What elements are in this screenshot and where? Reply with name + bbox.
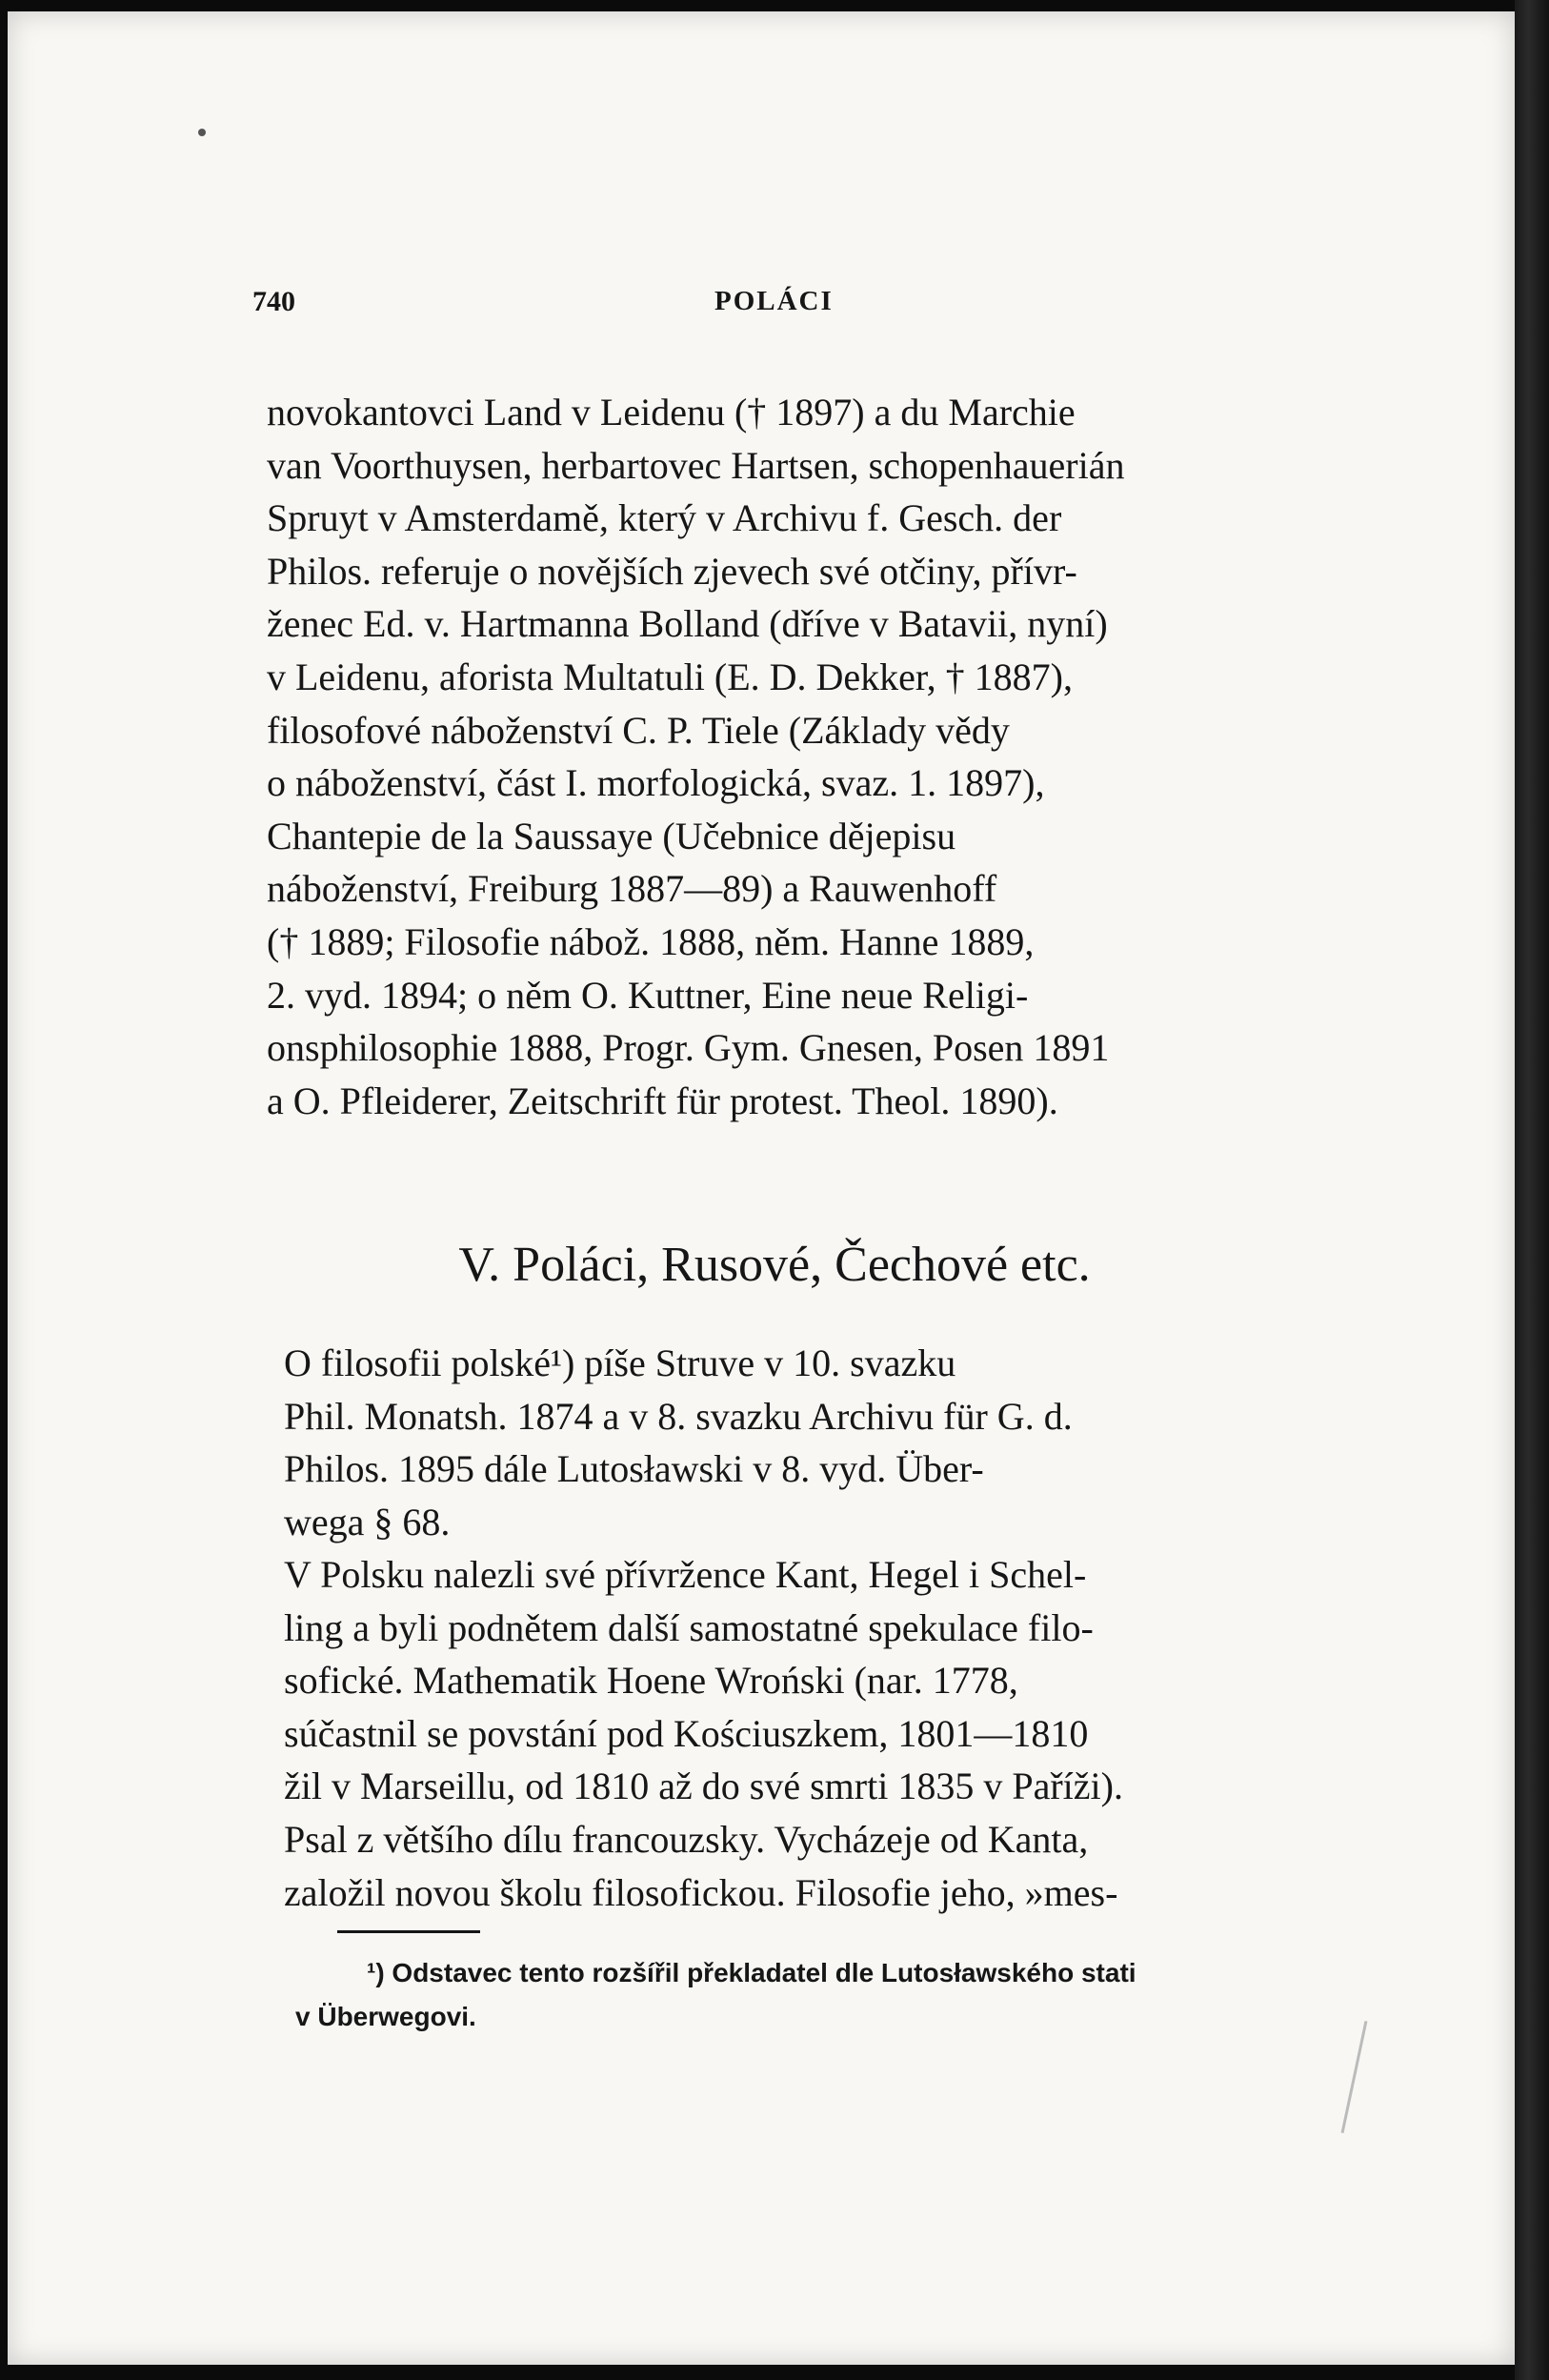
- book-edge: [1515, 0, 1549, 2380]
- paragraph-3: [284, 1548, 1318, 1919]
- text-line: van Voorthuysen, herbartovec Hartsen, schopenhauerián: [267, 443, 1125, 487]
- text-line: a O. Pfleiderer, Zeitschrift für protest. Theol. 1890).: [267, 1079, 1058, 1122]
- text-line: O filosofii polské¹) píše Struve v 10. svazku: [284, 1341, 956, 1384]
- text-line: Chantepie de la Saussaye (Učebnice dějepisu: [267, 814, 956, 857]
- text-line: Philos. 1895 dále Lutosławski v 8. vyd. Über-: [284, 1447, 984, 1491]
- footnote-line: v Überwegovi.: [295, 2002, 476, 2031]
- text-line: onsphilosophie 1888, Progr. Gym. Gnesen, Posen 1891: [267, 1026, 1110, 1070]
- text-line: ženec Ed. v. Hartmanna Bolland (dříve v Batavii, nyní): [267, 602, 1108, 646]
- text-line: 2. vyd. 1894; o něm O. Kuttner, Eine neue Religi-: [267, 973, 1029, 1017]
- text-line: Phil. Monatsh. 1874 a v 8. svazku Archivu für G. d.: [284, 1394, 1073, 1438]
- text-line: sofické. Mathematik Hoene Wroński (nar. 1778,: [284, 1659, 1018, 1703]
- text-line: ling a byli podnětem další samostatné spekulace filo-: [284, 1605, 1094, 1649]
- text-line: († 1889; Filosofie nábož. 1888, něm. Hanne 1889,: [267, 919, 1035, 963]
- text-line: wega § 68.: [284, 1500, 451, 1543]
- text-line: o náboženství, část I. morfologická, svaz. 1. 1897),: [267, 761, 1045, 805]
- text-line: žil v Marseillu, od 1810 až do své smrti 1835 v Paříži).: [284, 1765, 1123, 1808]
- text-line: Philos. referuje o novějších zjevech své otčiny, přívr-: [267, 549, 1077, 593]
- paragraph-2: [284, 1337, 1318, 1548]
- text-line: filosofové náboženství C. P. Tiele (Základy vědy: [267, 708, 1010, 752]
- footnote: [295, 1951, 1137, 2039]
- page-speck: [198, 129, 206, 136]
- text-line: novokantovci Land v Leidenu († 1897) a du Marchie: [267, 391, 1076, 434]
- text-line: založil novou školu filosofickou. Filosofie jeho, »mes-: [284, 1870, 1118, 1914]
- text-line: V Polsku nalezli své přívržence Kant, Hegel i Schel-: [284, 1553, 1087, 1596]
- text-line: v Leidenu, aforista Multatuli (E. D. Dekker, † 1887),: [267, 655, 1073, 698]
- text-line: Psal z většího dílu francouzsky. Vycházeje od Kanta,: [284, 1817, 1089, 1861]
- page-number: 740: [252, 286, 295, 317]
- text-line: náboženství, Freiburg 1887—89) a Rauwenhoff: [267, 867, 997, 911]
- running-header: [0, 286, 1549, 324]
- text-line: súčastnil se povstání pod Kościuszkem, 1801—1810: [284, 1711, 1089, 1755]
- footnote-line: ¹) Odstavec tento rozšířil překladatel dle Lutosławského stati: [367, 1958, 1137, 1987]
- text-line: Spruyt v Amsterdamě, který v Archivu f. Gesch. der: [267, 496, 1062, 540]
- paragraph-1: [267, 386, 1315, 1127]
- running-title: POLÁCI: [714, 286, 834, 316]
- footnote-rule: [337, 1930, 480, 1933]
- section-heading: V. Poláci, Rusové, Čechové etc.: [458, 1238, 1091, 1292]
